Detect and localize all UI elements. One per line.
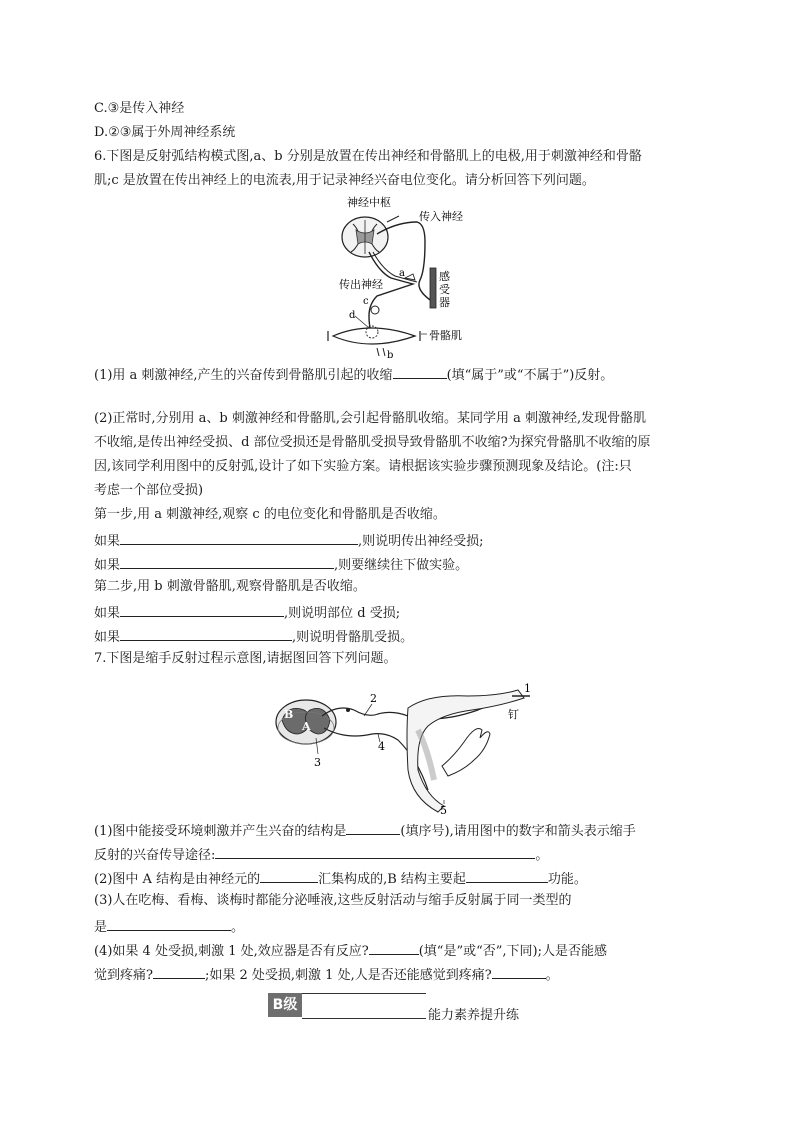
period: 。 (545, 968, 559, 983)
label-A: A (302, 720, 311, 733)
answer-blank[interactable] (153, 964, 205, 979)
q7-stem: 7.下图是缩手反射过程示意图,请据图回答下列问题。 (94, 651, 397, 666)
q7-part4-tail: (填“是”或“否”,下同);人是否能感 (418, 944, 607, 959)
condition-1-tail: ,则说明传出神经受损; (358, 534, 484, 549)
label-5: 5 (440, 804, 447, 817)
if-label: 如果 (94, 558, 121, 573)
q7-part4-q2: 觉到疼痛? (94, 968, 153, 983)
label-a: a (399, 268, 405, 279)
reflex-arc-figure (325, 192, 475, 362)
step-2: 第二步,用 b 刺激骨骼肌,观察骨骼肌是否收缩。 (94, 579, 366, 594)
withdrawal-reflex-figure (268, 680, 538, 820)
q6-part1 (94, 364, 613, 385)
label-d: d (349, 310, 356, 321)
b-level-tag: B级 (268, 993, 302, 1017)
option-c: C.③是传入神经 (94, 101, 185, 116)
answer-blank[interactable] (393, 364, 447, 379)
label-c: c (363, 296, 369, 307)
q7-part4-2 (94, 964, 559, 985)
q7-part4-text: (4)如果 4 处受损,刺激 1 处,效应器是否有反应? (94, 944, 369, 959)
condition-2-tail: ,则要继续往下做实验。 (334, 558, 469, 573)
answer-blank[interactable] (120, 530, 358, 545)
answer-blank[interactable] (260, 868, 318, 883)
q6-part2-4: 考虑一个部位受损) (94, 483, 204, 498)
hand-icon (442, 729, 490, 777)
label-B: B (284, 708, 294, 721)
if-label: 如果 (94, 606, 121, 621)
answer-blank[interactable] (120, 626, 292, 641)
q7-part3-1: (3)人在吃梅、看梅、谈梅时都能分泌唾液,这些反射活动与缩手反射属于同一类型的 (94, 893, 572, 908)
answer-blank[interactable] (120, 554, 334, 569)
muscle-icon (333, 328, 415, 344)
answer-blank[interactable] (120, 602, 284, 617)
b-level-frame (302, 993, 426, 1019)
b-level-title: 能力素养提升练 (428, 1008, 520, 1023)
q7-part4-1 (94, 940, 607, 961)
answer-blank[interactable] (346, 820, 400, 835)
label-center: 神经中枢 (347, 196, 391, 209)
q7-part1-1 (94, 820, 636, 841)
q6-part1-text: (1)用 a 刺激神经,产生的兴奋传到骨骼肌引起的收缩 (94, 368, 393, 383)
q7-part1-tail: (填序号),请用图中的数字和箭头表示缩手 (400, 824, 636, 839)
answer-blank[interactable] (466, 868, 548, 883)
q7-part1-path-label: 反射的兴奋传导途径: (94, 848, 216, 863)
q7-part2-text: (2)图中 A 结构是由神经元的 (94, 872, 261, 887)
condition-4 (94, 626, 413, 647)
label-muscle: 骨骼肌 (429, 329, 462, 342)
option-d: D.②③属于外周神经系统 (94, 125, 236, 140)
q7-part1-2 (94, 844, 548, 865)
meter-c-icon (371, 306, 379, 314)
period: 。 (535, 848, 549, 863)
condition-1 (94, 530, 484, 551)
receptor-icon (430, 268, 436, 308)
label-b: b (387, 350, 394, 361)
q7-part3-2 (94, 916, 244, 937)
answer-blank[interactable] (369, 940, 419, 955)
answer-blank[interactable] (215, 844, 535, 859)
label-receptor-1: 感 (439, 270, 450, 283)
label-efferent: 传出神经 (339, 278, 383, 291)
answer-blank[interactable] (492, 964, 546, 979)
condition-4-tail: ,则说明骨骼肌受损。 (292, 630, 414, 645)
label-2: 2 (370, 692, 377, 705)
label-3: 3 (314, 756, 321, 769)
label-1: 1 (524, 682, 531, 695)
q6-stem-2: 肌;c 是放置在传出神经上的电流表,用于记录神经兴奋电位变化。请分析回答下列问题。 (94, 173, 595, 188)
q7-part4-q3: ;如果 2 处受损,刺激 1 处,人是否还能感觉到疼痛? (204, 968, 492, 983)
label-afferent: 传入神经 (419, 210, 463, 223)
label-receptor-3: 器 (439, 296, 450, 309)
condition-2 (94, 554, 468, 575)
q6-part1-tail: (填“属于”或“不属于”)反射。 (446, 368, 614, 383)
q7-part3-text: 是 (94, 920, 108, 935)
q6-part2-3: 因,该同学利用图中的反射弧,设计了如下实验方案。请根据该实验步骤预测现象及结论。(注:只 (94, 459, 632, 474)
q7-part2-mid: 汇集构成的,B 结构主要起 (318, 872, 466, 887)
label-nail: 钉 (508, 708, 519, 721)
q6-stem-1: 6.下图是反射弧结构模式图,a、b 分别是放置在传出神经和骨骼肌上的电极,用于刺激神经和骨骼 (94, 149, 642, 164)
q7-part2-tail: 功能。 (547, 872, 587, 887)
condition-3-tail: ,则说明部位 d 受损; (284, 606, 401, 621)
label-4: 4 (378, 740, 385, 753)
q6-part2-2: 不收缩,是传出神经受损、d 部位受损还是骨骼肌受损导致骨骼肌不收缩?为探究骨骼肌不收缩的原 (94, 435, 651, 450)
label-receptor-2: 受 (439, 283, 450, 296)
step-1: 第一步,用 a 刺激神经,观察 c 的电位变化和骨骼肌是否收缩。 (94, 507, 446, 522)
answer-blank[interactable] (107, 916, 231, 931)
period: 。 (231, 920, 245, 935)
q7-part1-text: (1)图中能接受环境刺激并产生兴奋的结构是 (94, 824, 347, 839)
q7-part2 (94, 868, 587, 889)
if-label: 如果 (94, 534, 121, 549)
condition-3 (94, 602, 400, 623)
q6-part2-1: (2)正常时,分别用 a、b 刺激神经和骨骼肌,会引起骨骼肌收缩。某同学用 a 刺激神经,发现骨骼肌 (94, 411, 647, 426)
if-label: 如果 (94, 630, 121, 645)
